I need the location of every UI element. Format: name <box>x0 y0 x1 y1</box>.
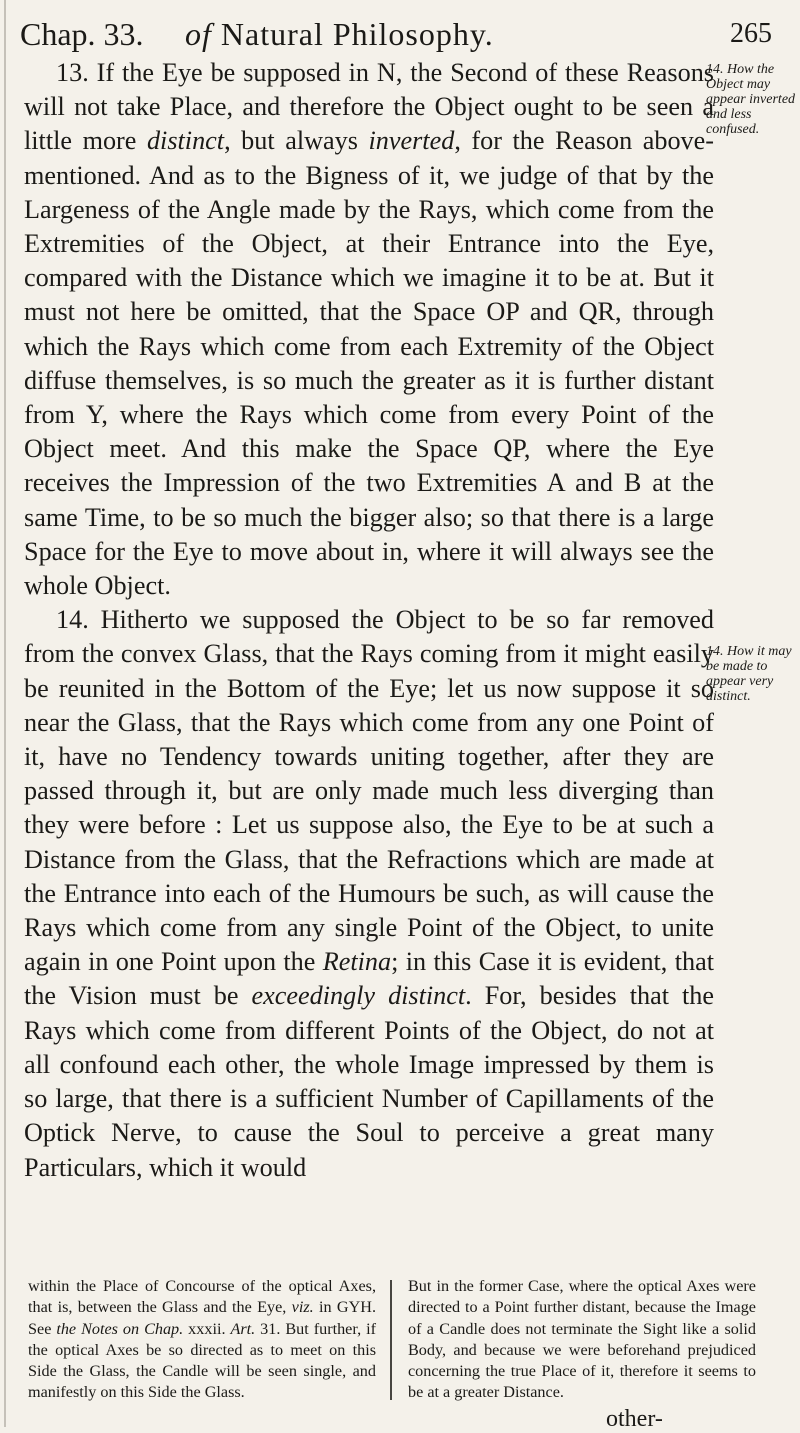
page-number: 265 <box>730 18 772 49</box>
text-run: But in the former Case, where the optical Axes were directed to a Point further distant, because the Image of a Candle does not terminate the Sight like a solid Body, and because we were beforehand prejudiced concerning the true Place of it, therefore it seems to be at a greater Distance. <box>408 1277 756 1402</box>
margin-note-14a: 14. How the Object may appear inverted and less confused. <box>706 62 796 137</box>
footnote-column-divider <box>390 1280 392 1400</box>
text-run: . For, besides that the Rays which come from different Points of the Object, do not at all confound each other, the whole Image impressed by them is so large, that there is a sufficient Number of Capillaments of the Optick Nerve, to cause the Soul to perceive a great many Particulars, which it would <box>24 981 714 1182</box>
page-edge-shadow <box>4 0 6 1427</box>
main-text <box>24 56 714 1185</box>
italic-text: distinct <box>146 126 225 156</box>
text-run: ; in this Case it is evident, that the Vision must be <box>24 947 714 1011</box>
text-run: 13. If the Eye be supposed in N, the Second of these Reasons will not take Place, and therefore the Object ought to be seen a little more <box>24 58 714 156</box>
italic-text: the Notes on Chap. <box>56 1319 184 1338</box>
running-header <box>20 16 772 56</box>
running-title-prefix: of <box>185 16 212 52</box>
italic-text: inverted <box>368 126 455 156</box>
paragraph-14 <box>24 603 714 1184</box>
text-run: in GYH. See <box>28 1298 376 1338</box>
italic-text: Art. <box>230 1319 256 1338</box>
paragraph-13 <box>24 56 714 603</box>
text-run: 31. But further, if the optical Axes be so directed as to meet on this Side the Glass, the Candle will be seen single, and manifestly on this Side the Glass. <box>28 1319 377 1402</box>
italic-text: exceedingly distinct <box>251 981 466 1011</box>
footnote-left-column <box>28 1276 376 1404</box>
chapter-label: Chap. 33. <box>20 16 144 52</box>
running-title-rest: Natural Philosophy. <box>211 16 494 52</box>
text-run: , for the Reason above-mentioned. And as to the Bigness of it, we judge of that by the Largeness of the Angle made by the Rays, which come from the Extremities of the Object, at their Entrance into the Eye, compared with the Distance which we imagine it to be at. But it must not here be omitted, that the Space OP and QR, through which the Rays which come from each Extremity of the Object diffuse themselves, is so much the greater as it is further distant from Y, where the Rays which come from every Point of the Object meet. And this make the Space QP, where the Eye receives the Impression of the two Extremities A and B at the same Time, to be so much the bigger also; so that there is a large Space for the Eye to move about in, where it will always see the whole Object. <box>24 126 714 601</box>
text-run: 14. Hitherto we supposed the Object to be so far removed from the convex Glass, that the Rays coming from it might easily be reunited in the Bottom of the Eye; let us now suppose it so near the Glass, that the Rays which come from any one Point of it, have no Tendency towards uniting together, after they are passed through it, but are only made much less diverging than they were before : Let us suppose also, the Eye to be at such a Distance from the Glass, that the Refractions which are made at the Entrance into each of the Humours be such, as will cause the Rays which come from any single Point of the Object, to unite again in one Point upon the <box>24 605 714 977</box>
text-run: , but always <box>224 126 369 156</box>
italic-text: viz. <box>291 1298 314 1317</box>
catchword: other- <box>606 1406 663 1432</box>
margin-note-14b: 14. How it may be made to appear very distinct. <box>706 644 792 704</box>
text-run: xxxii. <box>183 1319 231 1338</box>
footnote-right-column <box>408 1276 756 1404</box>
running-title <box>185 16 494 53</box>
text-run: within the Place of Concourse of the optical Axes, that is, between the Glass and the Eye, <box>28 1277 376 1317</box>
italic-text: Retina <box>322 947 392 977</box>
